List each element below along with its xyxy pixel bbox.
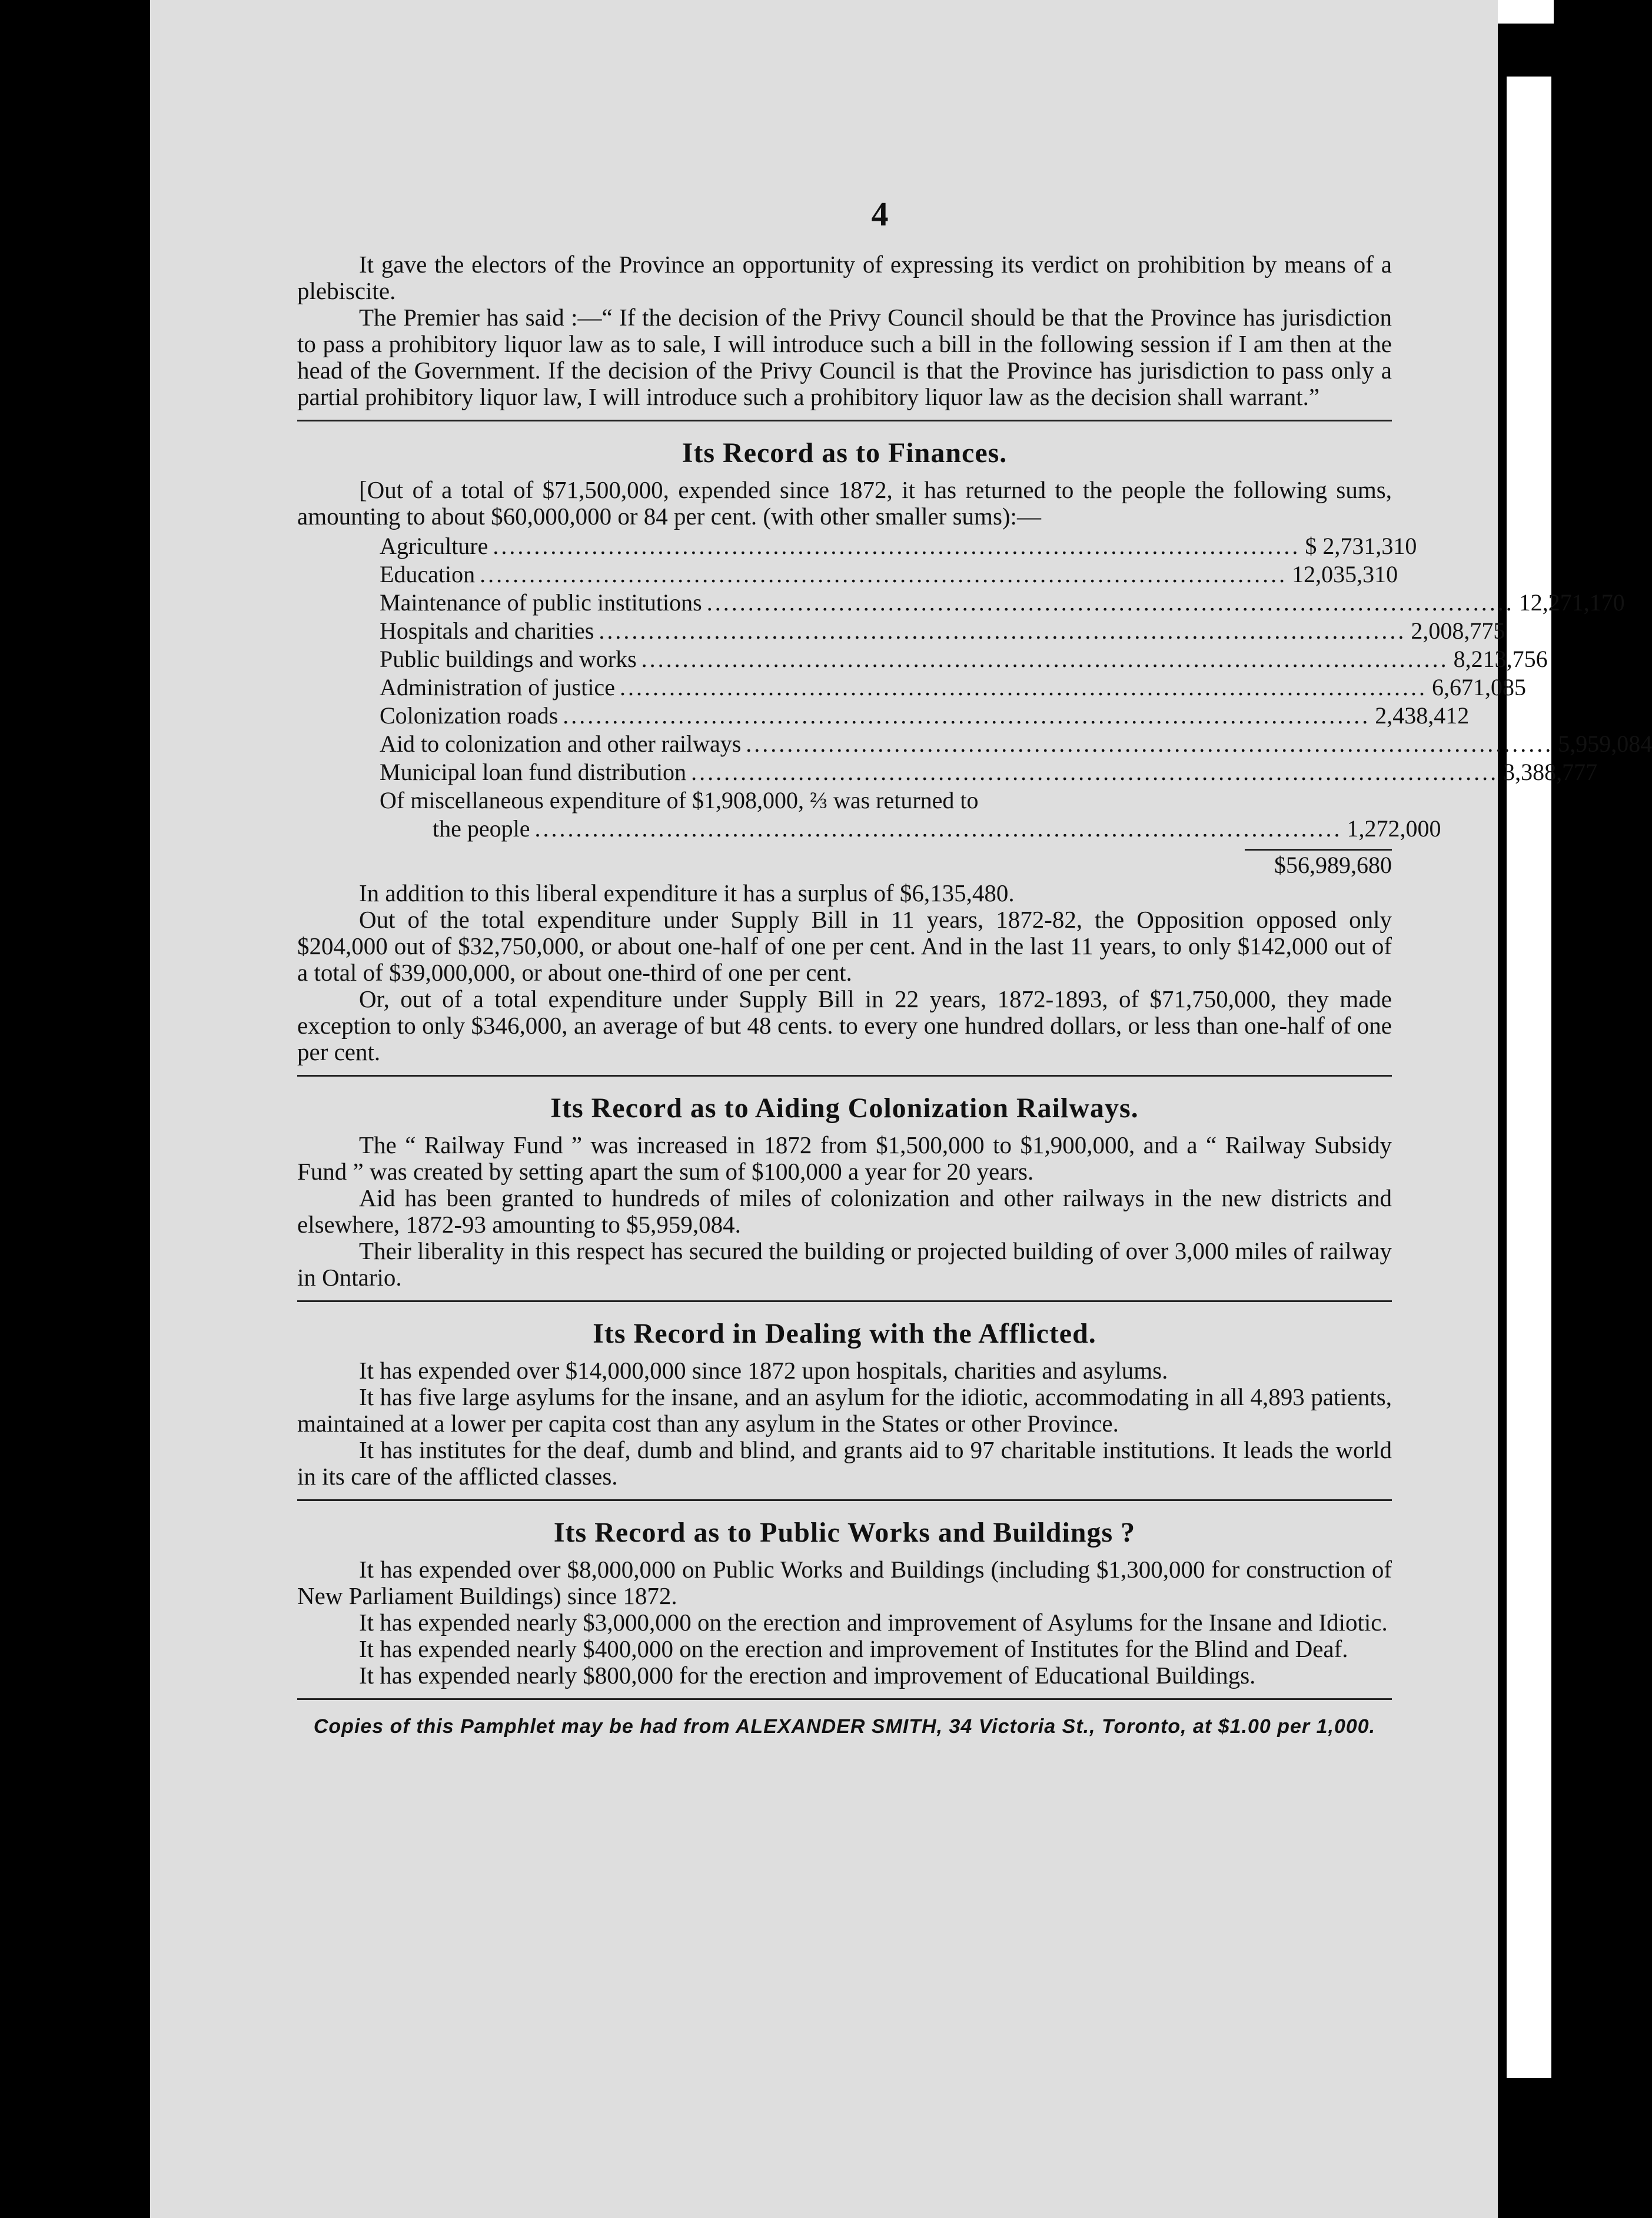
works-heading: Its Record as to Public Works and Buildings ? — [553, 1517, 1136, 1548]
finance-row-misc: Of miscellaneous expenditure of $1,908,000, ⅔ was returned to — [380, 787, 979, 814]
page-number: 4 — [871, 195, 889, 233]
works-paragraph-1: It has expended over $8,000,000 on Public Works and Buildings (including $1,300,000 for construction of New Parliament Buildings) since 1872. — [297, 1556, 1392, 1609]
section-divider — [297, 420, 1392, 421]
finances-list — [297, 532, 1652, 880]
finance-row: Colonization roads .................................................................................................. 2,438,412 — [380, 702, 1470, 729]
footer-divider — [297, 1698, 1392, 1700]
finance-row: Agriculture .................................................................................................. $ 2,731,310 — [380, 533, 1417, 559]
intro-paragraph-2: The Premier has said :—“ If the decision of the Privy Council should be that the Province has jurisdiction to pass a prohibitory liquor law as to sale, I will introduce such a bill in the following session if I am then at the head of the Government. If the decision of the Privy Council is that the Province has jurisdiction to pass only a partial prohibitory liquor law, I will introduce such a prohibitory liquor law as the decision shall warrant.” — [297, 304, 1392, 410]
finance-row: Hospitals and charities .................................................................................................. 2,008,775 — [380, 617, 1505, 644]
finance-row-misc-cont: the people .................................................................................................. 1,272,000 — [433, 815, 1441, 842]
finances-paragraph-1: In addition to this liberal expenditure it has a surplus of $6,135,480. — [359, 879, 1015, 907]
section-divider — [297, 1499, 1392, 1501]
finance-row: Aid to colonization and other railways .................................................................................................. 5,959,084 — [380, 731, 1652, 757]
document-page — [150, 0, 1652, 2218]
finance-row: Municipal loan fund distribution .................................................................................................. 3,388,777 — [380, 759, 1598, 785]
works-paragraph-4: It has expended nearly $800,000 for the erection and improvement of Educational Buildings. — [359, 1662, 1256, 1689]
finance-row: Public buildings and works .................................................................................................. 8,213,756 — [380, 646, 1548, 672]
finances-paragraph-2: Out of the total expenditure under Supply Bill in 11 years, 1872-82, the Opposition opposed only $204,000 out of $32,750,000, or about one-half of one per cent. And in the last 11 years, to only $142,000 out of a total of $39,000,000, or about one-third of one per cent. — [297, 906, 1392, 986]
section-divider — [297, 1075, 1392, 1077]
finance-row: Maintenance of public institutions .................................................................................................. 12,271,170 — [380, 589, 1625, 616]
works-paragraph-3: It has expended nearly $400,000 on the erection and improvement of Institutes for the Blind and Deaf. — [359, 1635, 1348, 1662]
railways-paragraph-3: Their liberality in this respect has secured the building or projected building of over 3,000 miles of railway in Ontario. — [297, 1237, 1392, 1291]
works-paragraph-2: It has expended nearly $3,000,000 on the erection and improvement of Asylums for the Insane and Idiotic. — [359, 1609, 1388, 1636]
finances-total: $56,989,680 — [1274, 852, 1392, 878]
intro-paragraph-1: It gave the electors of the Province an opportunity of expressing its verdict on prohibition by means of a plebiscite. — [297, 251, 1392, 304]
section-divider — [297, 1300, 1392, 1302]
afflicted-paragraph-2: It has five large asylums for the insane, and an asylum for the idiotic, accommodating in all 4,893 patients, maintained at a lower per capita cost than any asylum in the States or other Province. — [297, 1383, 1392, 1437]
finance-row: Education .................................................................................................. 12,035,310 — [380, 561, 1398, 587]
finances-paragraph-3: Or, out of a total expenditure under Supply Bill in 22 years, 1872-1893, of $71,750,000, they made exception to only $346,000, an average of but 48 cents. to every one hundred dollars, or less than one-half of one per cent. — [297, 985, 1392, 1065]
afflicted-paragraph-1: It has expended over $14,000,000 since 1872 upon hospitals, charities and asylums. — [359, 1357, 1168, 1384]
finances-heading: Its Record as to Finances. — [682, 437, 1008, 469]
railways-paragraph-1: The “ Railway Fund ” was increased in 1872 from $1,500,000 to $1,900,000, and a “ Railway Subsidy Fund ” was created by setting apart the sum of $100,000 a year for 20 years. — [297, 1131, 1392, 1185]
footer-note: Copies of this Pamphlet may be had from ALEXANDER SMITH, 34 Victoria St., Toronto, at $1.00 per 1,000. — [313, 1715, 1376, 1738]
adjacent-page-edge — [1507, 77, 1551, 2078]
afflicted-paragraph-3: It has institutes for the deaf, dumb and blind, and grants aid to 97 charitable institutions. It leads the world in its care of the afflicted classes. — [297, 1436, 1392, 1490]
railways-heading: Its Record as to Aiding Colonization Railways. — [550, 1093, 1139, 1124]
page-content — [297, 194, 1652, 1738]
finance-row: Administration of justice .................................................................................................. 6,671,085 — [380, 674, 1526, 700]
railways-paragraph-2: Aid has been granted to hundreds of miles of colonization and other railways in the new districts and elsewhere, 1872-93 amounting to $5,959,084. — [297, 1184, 1392, 1238]
afflicted-heading: Its Record in Dealing with the Afflicted. — [593, 1318, 1096, 1349]
finances-intro: [Out of a total of $71,500,000, expended since 1872, it has returned to the people the following sums, amounting to about $60,000,000 or 84 per cent. (with other smaller sums):— — [297, 476, 1392, 530]
